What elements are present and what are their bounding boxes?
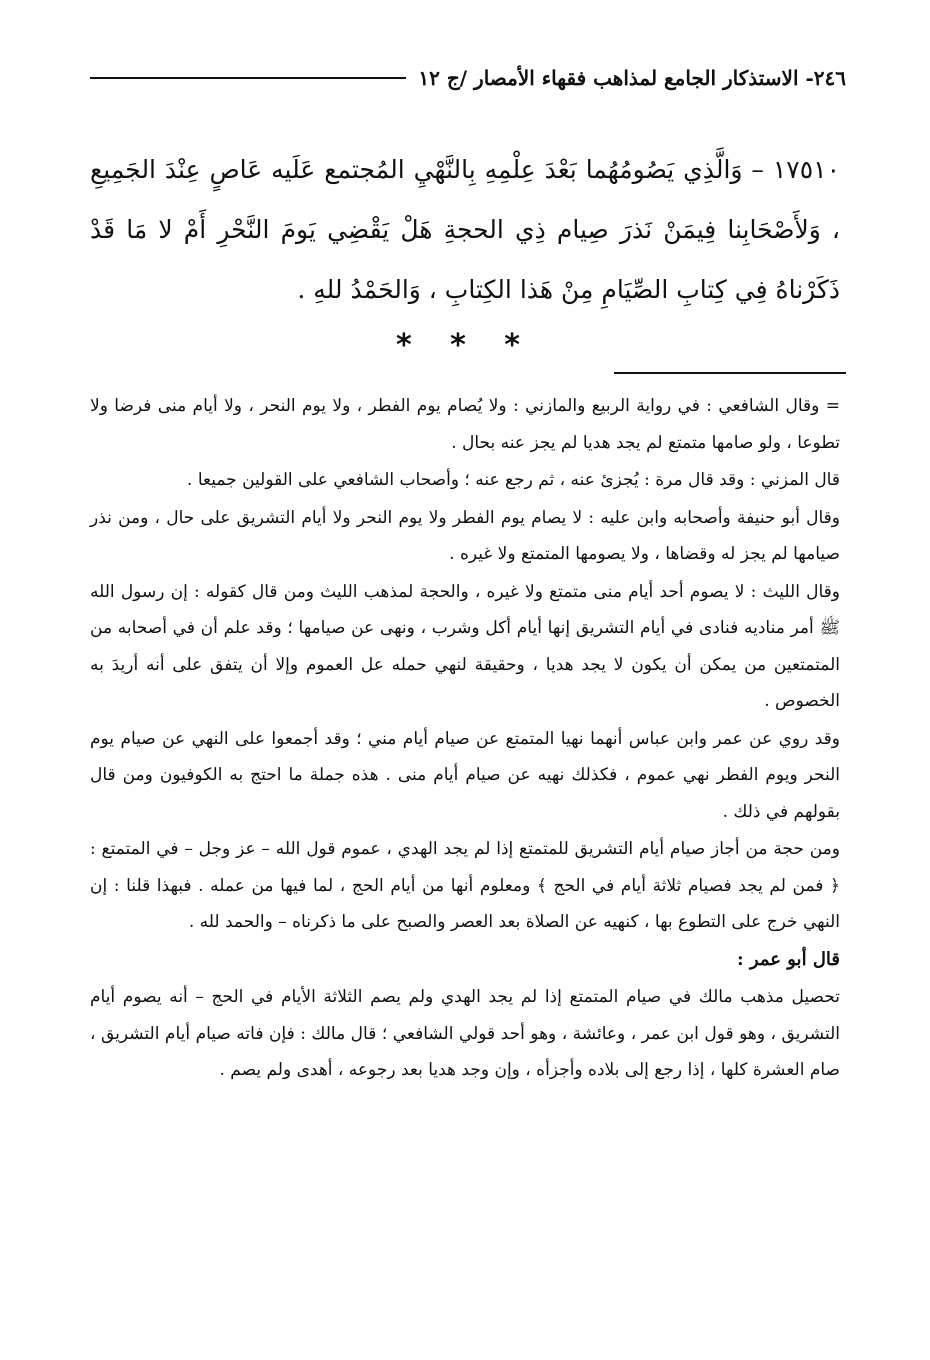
header-title: ٢٤٦- الاستذكار الجامع لمذاهب فقهاء الأمصار /ج ١٢ — [418, 66, 846, 90]
footnote-paragraph: وقال أبو حنيفة وأصحابه وابن عليه : لا يصام يوم الفطر ولا يوم النحر ولا أيام التشريق على حال ، ومن نذر صيامها لم يجز له وقضاها ، ولا يصومها المتمتع ولا غيره . — [90, 507, 840, 564]
footnote-paragraph: قال المزني : وقد قال مرة : يُجزئ عنه ، ثم رجع عنه ؛ وأصحاب الشافعي على القولين جميعا . — [187, 470, 840, 490]
footnote-paragraph: = وقال الشافعي : في رواية الربيع والمازني : ولا يُصام يوم الفطر ، ولا يوم النحر ، ولا أيام منى فرضا ولا تطوعا ، ولو صامها متمتع لم يجد هديا لم يجز عنه بحال . — [90, 396, 840, 453]
main-text — [90, 140, 840, 320]
abu-umar-text: تحصيل مذهب مالك في صيام المتمتع إذا لم يجد الهدي ولم يصم الثلاثة الأيام في الحج – أنه يصوم أيام التشريق ، وهو قول ابن عمر ، وعائشة ، وهو أحد قولي الشافعي ؛ قال مالك : فإن فاته صيام أيام التشريق ، صام العشرة كلها ، إذا رجع إلى بلاده وأجزأه ، وإن وجد هديا بعد رجوعه ، أهدى ولم يصم . — [90, 987, 840, 1080]
running-header — [90, 60, 846, 96]
footnotes — [90, 388, 840, 1090]
main-paragraph: ١٧٥١٠ – وَالَّذِي يَصُومُهُما بَعْدَ عِلْمِهِ بِالنَّهْيِ المُجتمع عَلَيه عَاصٍ عِنْدَ الجَمِيعِ ، وَلأَصْحَابِنا فِيمَنْ نَذرَ صِيام ذِي الحجةِ هَلْ يَقْضِي يَومَ النَّحْرِ أَمْ لا مَا قَدْ ذَكَرْناهُ فِي كِتابِ الصِّيَامِ مِنْ هَذا الكِتابِ ، وَالحَمْدُ للهِ . — [90, 155, 840, 304]
abu-umar-heading: قال أبو عمر : — [737, 948, 840, 970]
footnote-paragraph: ومن حجة من أجاز صيام أيام التشريق للمتمتع إذا لم يجد الهدي ، عموم قول الله – عز وجل – في المتمتع : ﴿ فمن لم يجد فصيام ثلاثة أيام في الحج ﴾ ومعلوم أنها من أيام الحج ، لما فيها من عمله . فبهذا قلنا : إن النهي خرج على التطوع بها ، كنهيه عن الصلاة بعد العصر والصبح على ما ذكرناه – والحمد لله . — [90, 839, 840, 932]
header-rule — [90, 77, 406, 79]
footnote-paragraph: وقد روي عن عمر وابن عباس أنهما نهيا المتمتع عن صيام أيام مني ؛ وقد أجمعوا على النهي عن صيام يوم النحر ويوم الفطر نهي عموم ، فكذلك نهيه عن صيام أيام منى . هذه جملة ما احتج به الكوفيون ومن قال بقولهم في ذلك . — [90, 728, 840, 822]
footnote-paragraph: وقال الليث : لا يصوم أحد أيام منى متمتع ولا غيره ، والحجة لمذهب الليث ومن قال كقوله : إن رسول الله ﷺ أمر مناديه فنادى في أيام التشريق إنها أيام أكل وشرب ، ونهى عن صيامها ؛ وقد علم أن في أصحابه من المتمتعين من يمكن أن يكون لا يجد هديا ، وحقيقة لنهي حمله عل العموم وإلا أن يتفق على أنه أريدَ به الخصوص . — [90, 581, 840, 711]
footnote-rule — [614, 372, 846, 374]
section-divider-stars: * * * — [396, 328, 534, 363]
